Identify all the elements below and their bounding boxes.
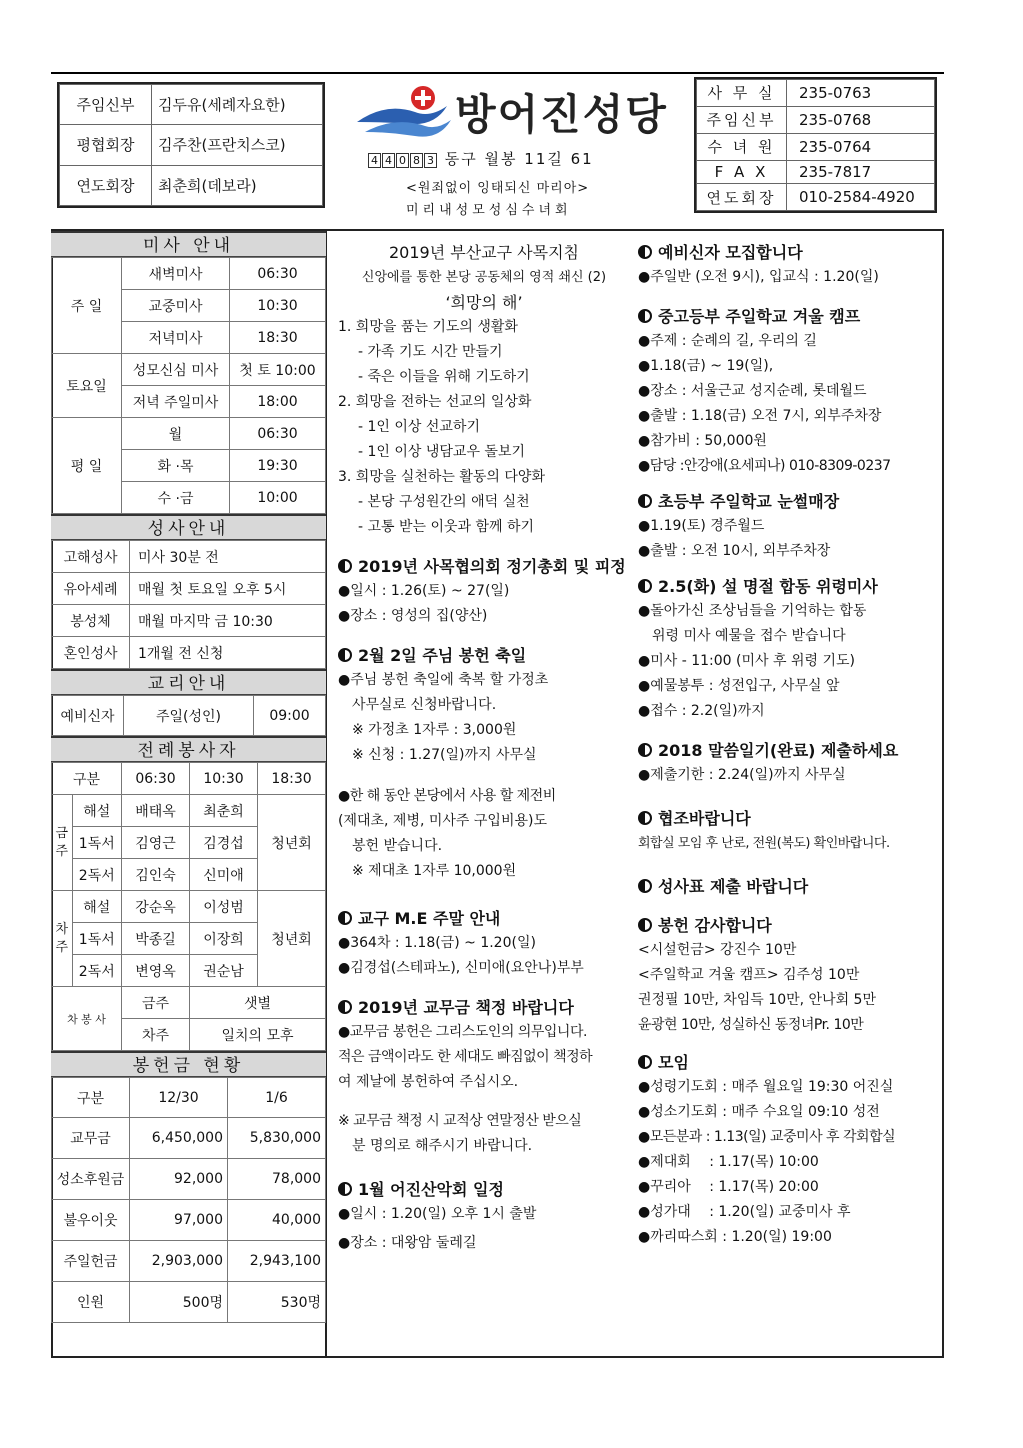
pastoral-subtitle: 신앙에를 통한 본당 공동체의 영적 쇄신 (2) — [361, 270, 607, 285]
mass-name: 저녁미사 — [122, 322, 230, 354]
coop-line: 회합실 모임 후 난로, 전원(복도) 확인바랍니다. — [638, 836, 890, 851]
staff-box — [57, 82, 325, 208]
zip-digit: 0 — [396, 153, 409, 168]
staff-label: 주임신부 — [60, 85, 152, 125]
pastoral-line: 3. 희망을 실천하는 활동의 다양화 — [338, 469, 545, 485]
meeting-heading — [638, 1050, 938, 1075]
liturgy-week: 차주 — [52, 891, 73, 987]
liturgy-person: 배태옥 — [122, 795, 190, 827]
half-circle-icon — [638, 879, 652, 893]
mass-day: 평 일 — [52, 418, 122, 514]
mass-name: 화 ·목 — [122, 450, 230, 482]
mass-time: 10:00 — [230, 482, 326, 514]
offering-amount: 2,943,100 — [228, 1241, 326, 1282]
staff-label: 평협회장 — [60, 125, 152, 165]
contact-value: 235-0768 — [787, 106, 935, 133]
liturgy-table — [51, 762, 326, 1051]
liturgy-person: 최춘희 — [190, 795, 258, 827]
report-title: 성사표 제출 바랍니다 — [658, 877, 809, 896]
thanks-line: <주일학교 겨울 캠프> 김주성 10만 — [638, 967, 860, 983]
car-week: 차주 — [122, 1019, 190, 1051]
staff-value: 김두유(세례자요한) — [152, 85, 323, 125]
bible-heading — [638, 738, 938, 763]
offering-title: 봉헌금 현황 — [51, 1051, 326, 1077]
doctrine-class: 주일(성인) — [124, 696, 254, 736]
contact-label: 주임신부 — [697, 106, 787, 133]
liturgy-person: 박종길 — [122, 923, 190, 955]
candle-line: ※ 가정초 1자루 : 3,000원 — [352, 722, 517, 738]
council-heading — [338, 554, 630, 579]
half-circle-icon — [638, 245, 652, 259]
car-week: 금주 — [122, 987, 190, 1019]
pastoral-line: - 본당 구성원간의 애덕 실천 — [358, 494, 530, 510]
offering-amount: 92,000 — [130, 1159, 228, 1200]
offering-item: 교무금 — [52, 1118, 130, 1159]
sled-title: 초등부 주일학교 눈썰매장 — [658, 492, 840, 511]
mass-time: 19:30 — [230, 450, 326, 482]
half-circle-icon — [338, 1182, 352, 1196]
car-group: 샛별 — [190, 987, 326, 1019]
liturgy-role: 1독서 — [72, 923, 121, 955]
liturgy-role: 해설 — [72, 795, 121, 827]
top-rule — [51, 72, 944, 74]
half-circle-icon — [638, 811, 652, 825]
liturgy-person: 김영근 — [122, 827, 190, 859]
council-line: ●장소 : 영성의 집(양산) — [338, 608, 488, 624]
camp-title: 중고등부 주일학교 겨울 캠프 — [658, 307, 861, 326]
contact-value: 235-0763 — [787, 80, 935, 107]
meeting-title: 모임 — [658, 1053, 689, 1072]
bible-line: ●제출기한 : 2.24(일)까지 사무실 — [638, 767, 846, 783]
sacrament-name: 고해성사 — [52, 541, 130, 573]
liturgy-title: 전례봉사자 — [51, 736, 326, 762]
sacrament-info: 미사 30분 전 — [130, 541, 326, 573]
mass-day: 토요일 — [52, 354, 122, 418]
sacrament-name: 유아세례 — [52, 573, 130, 605]
altar-line: (제대초, 제병, 미사주 구입비용)도 — [338, 813, 547, 829]
altar-line: ●한 해 동안 본당에서 사용 할 제전비 — [338, 788, 556, 804]
offering-head: 1/6 — [228, 1078, 326, 1118]
zip-digit: 8 — [410, 153, 423, 168]
dues-line: 적은 금액이라도 한 세대도 빠짐없이 책정하 — [338, 1049, 593, 1065]
liturgy-head: 06:30 — [122, 763, 190, 795]
hike-line: ●장소 : 대왕암 둘레길 — [338, 1235, 477, 1251]
half-circle-icon — [638, 743, 652, 757]
staff-label: 연도회장 — [60, 165, 152, 205]
half-circle-icon — [338, 1000, 352, 1014]
dues-heading — [338, 995, 630, 1020]
sacrament-table — [51, 540, 326, 669]
contact-label: 연도회장 — [697, 184, 787, 211]
address-text: 동구 월봉 11길 61 — [444, 150, 594, 168]
candle-line: 사무실로 신청바랍니다. — [352, 697, 497, 713]
thanks-title: 봉헌 감사합니다 — [658, 916, 772, 935]
offering-head: 구분 — [52, 1078, 130, 1118]
meeting-line: ●모든분과 : 1.13(일) 교중미사 후 각회합실 — [638, 1129, 896, 1145]
half-circle-icon — [638, 1055, 652, 1069]
mass-table — [51, 257, 326, 514]
contacts-box — [694, 77, 937, 213]
half-circle-icon — [638, 309, 652, 323]
half-circle-icon — [638, 494, 652, 508]
camp-line: ●출발 : 1.18(금) 오전 7시, 외부주차장 — [638, 408, 882, 424]
sled-line: ●1.19(토) 경주월드 — [638, 518, 765, 534]
contact-value: 235-7817 — [787, 160, 935, 183]
sacrament-info: 매월 마지막 금 10:30 — [130, 605, 326, 637]
memorial-line: ●예물봉투 : 성전입구, 사무실 앞 — [638, 678, 840, 694]
liturgy-role: 해설 — [72, 891, 121, 923]
thanks-line: <시설헌금> 강진수 10만 — [638, 942, 797, 958]
sacrament-info: 매월 첫 토요일 오후 5시 — [130, 573, 326, 605]
doctrine-time: 09:00 — [254, 696, 326, 736]
candle-heading — [338, 643, 630, 668]
camp-heading — [638, 304, 938, 329]
patron-subtitle: <원죄없이 잉태되신 마리아> — [406, 181, 590, 196]
offering-amount: 40,000 — [228, 1200, 326, 1241]
offering-item: 성소후원금 — [52, 1159, 130, 1200]
catechumen-title: 예비신자 모집합니다 — [658, 243, 803, 262]
thanks-line: 윤광현 10만, 성실하신 동정녀Pr. 10만 — [638, 1017, 864, 1033]
me-heading — [338, 906, 630, 931]
memorial-title: 2.5(화) 설 명절 합동 위령미사 — [658, 577, 878, 596]
liturgy-person: 김인숙 — [122, 859, 190, 891]
liturgy-week: 금주 — [52, 795, 73, 891]
sled-heading — [638, 489, 938, 514]
pastoral-line: 2. 희망을 전하는 선교의 일상화 — [338, 394, 532, 410]
sled-line: ●출발 : 오전 10시, 외부주차장 — [638, 543, 831, 559]
meeting-line: ●성령기도회 : 매주 월요일 19:30 어진실 — [638, 1079, 894, 1095]
half-circle-icon — [338, 559, 352, 573]
catechumen-heading — [638, 240, 938, 265]
hike-heading — [338, 1177, 630, 1202]
liturgy-person: 이장희 — [190, 923, 258, 955]
altar-line: ※ 제대초 1자루 10,000원 — [352, 863, 517, 879]
mass-name: 저녁 주일미사 — [122, 386, 230, 418]
bible-title: 2018 말씀일기(완료) 제출하세요 — [658, 741, 899, 760]
candle-line: ●주님 봉헌 축일에 축복 할 가정초 — [338, 672, 549, 688]
doctrine-label: 예비신자 — [52, 696, 124, 736]
offering-item: 주일헌금 — [52, 1241, 130, 1282]
contact-label: 수 녀 원 — [697, 133, 787, 160]
liturgy-person: 변영옥 — [122, 955, 190, 987]
right-column — [638, 240, 938, 1250]
catechumen-line: ●주일반 (오전 9시), 입교식 : 1.20(일) — [638, 269, 879, 285]
church-name: 방어진성당 — [455, 90, 668, 139]
meeting-line: ●성가대 : 1.20(일) 교중미사 후 — [638, 1204, 851, 1220]
dues-line: ●교무금 봉헌은 그리스도인의 의무입니다. — [338, 1024, 587, 1040]
doctrine-table — [51, 695, 326, 736]
mass-name: 월 — [122, 418, 230, 450]
contact-label: F A X — [697, 160, 787, 183]
zip-digit: 4 — [382, 153, 395, 168]
pastoral-line: - 1인 이상 냉담교우 돌보기 — [358, 444, 525, 460]
half-circle-icon — [638, 579, 652, 593]
pastoral-line: 1. 희망을 품는 기도의 생활화 — [338, 319, 518, 335]
coop-title: 협조바랍니다 — [658, 809, 751, 828]
contact-value: 010-2584-4920 — [787, 184, 935, 211]
thanks-line: 권정필 10만, 차임득 10만, 안나회 5만 — [638, 992, 876, 1008]
liturgy-head: 10:30 — [190, 763, 258, 795]
liturgy-evening: 청년회 — [258, 891, 326, 987]
half-circle-icon — [638, 918, 652, 932]
car-service-label: 차 봉 사 — [52, 987, 122, 1051]
offering-amount: 97,000 — [130, 1200, 228, 1241]
memorial-line: ●돌아가신 조상님들을 기억하는 합동 — [638, 603, 867, 619]
doctrine-title: 교리안내 — [51, 669, 326, 695]
left-column — [51, 231, 326, 1323]
sacrament-name: 혼인성사 — [52, 637, 130, 669]
pastoral-title: 2019년 부산교구 사목지침 — [389, 243, 579, 262]
hike-title: 1월 어진산악회 일정 — [358, 1180, 504, 1199]
mass-time: 18:30 — [230, 322, 326, 354]
camp-line: ●주제 : 순례의 길, 우리의 길 — [638, 333, 817, 349]
address — [368, 148, 594, 169]
liturgy-person: 신미애 — [190, 859, 258, 891]
offering-head: 12/30 — [130, 1078, 228, 1118]
altar-line: 봉헌 받습니다. — [352, 838, 443, 854]
memorial-heading — [638, 574, 938, 599]
half-circle-icon — [338, 911, 352, 925]
sacrament-info: 1개월 전 신청 — [130, 637, 326, 669]
pastoral-theme: ‘희망의 해’ — [445, 293, 523, 312]
contact-label: 사 무 실 — [697, 80, 787, 107]
council-title: 2019년 사목협의회 정기총회 및 피정 — [358, 557, 626, 576]
mass-name: 교중미사 — [122, 290, 230, 322]
liturgy-role: 2독서 — [72, 859, 121, 891]
meeting-line: ●제대회 : 1.17(목) 10:00 — [638, 1154, 819, 1170]
mass-time: 06:30 — [230, 258, 326, 290]
memorial-line: ●미사 - 11:00 (미사 후 위령 기도) — [638, 653, 855, 669]
report-heading — [638, 874, 938, 899]
meeting-line: ●성소기도회 : 매주 수요일 09:10 성전 — [638, 1104, 880, 1120]
camp-line: ●1.18(금) ~ 19(일), — [638, 358, 774, 374]
meeting-line: ●꾸리아 : 1.17(목) 20:00 — [638, 1179, 819, 1195]
mass-name: 새벽미사 — [122, 258, 230, 290]
liturgy-evening: 청년회 — [258, 795, 326, 891]
camp-line: ●참가비 : 50,000원 — [638, 433, 767, 449]
candle-line: ※ 신청 : 1.27(일)까지 사무실 — [352, 747, 537, 763]
dues-line: 여 제날에 봉헌하여 주십시오. — [338, 1074, 519, 1090]
congregation-subtitle: 미리내성모성심수녀회 — [406, 203, 572, 218]
liturgy-head: 구분 — [52, 763, 122, 795]
zip-digit: 3 — [424, 153, 437, 168]
pastoral-line: - 죽은 이들을 위해 기도하기 — [358, 369, 530, 385]
pastoral-line: - 가족 기도 시간 만들기 — [358, 344, 503, 360]
liturgy-role: 2독서 — [72, 955, 121, 987]
mass-time: 첫 토 10:00 — [230, 354, 326, 386]
mass-time: 18:00 — [230, 386, 326, 418]
offering-table — [51, 1077, 326, 1323]
mass-name: 성모신심 미사 — [122, 354, 230, 386]
thanks-heading — [638, 913, 938, 938]
sacrament-name: 봉성체 — [52, 605, 130, 637]
dues-title: 2019년 교무금 책정 바랍니다 — [358, 998, 574, 1017]
dues-note: ※ 교무금 책정 시 교적상 연말정산 받으실 — [338, 1113, 582, 1129]
mass-name: 수 ·금 — [122, 482, 230, 514]
me-line: ●364차 : 1.18(금) ~ 1.20(일) — [338, 935, 536, 951]
council-line: ●일시 : 1.26(토) ~ 27(일) — [338, 583, 510, 599]
offering-amount: 78,000 — [228, 1159, 326, 1200]
offering-amount: 6,450,000 — [130, 1118, 228, 1159]
offering-item: 인원 — [52, 1282, 130, 1323]
half-circle-icon — [338, 648, 352, 662]
offering-amount: 5,830,000 — [228, 1118, 326, 1159]
coop-heading — [638, 806, 938, 831]
car-group: 일치의 모후 — [190, 1019, 326, 1051]
liturgy-person: 김경섭 — [190, 827, 258, 859]
memorial-line: ●접수 : 2.2(일)까지 — [638, 703, 765, 719]
mass-time: 10:30 — [230, 290, 326, 322]
memorial-line: 위령 미사 예물을 접수 받습니다 — [652, 628, 846, 644]
liturgy-person: 이성범 — [190, 891, 258, 923]
offering-amount: 2,903,000 — [130, 1241, 228, 1282]
zip-code — [368, 150, 438, 168]
candle-title: 2월 2일 주님 봉헌 축일 — [358, 646, 527, 665]
liturgy-role: 1독서 — [72, 827, 121, 859]
pastoral-line: - 1인 이상 선교하기 — [358, 419, 480, 435]
meeting-line: ●까리따스회 : 1.20(일) 19:00 — [638, 1229, 832, 1245]
hike-line: ●일시 : 1.20(일) 오후 1시 출발 — [338, 1206, 537, 1222]
zip-digit: 4 — [368, 153, 381, 168]
sacrament-title: 성사안내 — [51, 514, 326, 540]
mass-time: 06:30 — [230, 418, 326, 450]
mass-title: 미사 안내 — [51, 231, 326, 257]
dues-note: 분 명의로 해주시기 바랍니다. — [352, 1138, 533, 1154]
mass-day: 주 일 — [52, 258, 122, 354]
camp-line: ●담당 :안강애(요세피나) 010-8309-0237 — [638, 458, 891, 474]
me-line: ●김경섭(스테파노), 신미애(요안나)부부 — [338, 960, 584, 976]
pastoral-line: - 고통 받는 이웃과 함께 하기 — [358, 519, 535, 535]
camp-line: ●장소 : 서울근교 성지순례, 롯데월드 — [638, 383, 867, 399]
offering-amount: 500명 — [130, 1282, 228, 1323]
liturgy-person: 권순남 — [190, 955, 258, 987]
middle-column — [338, 240, 630, 1256]
liturgy-head: 18:30 — [258, 763, 326, 795]
staff-value: 최춘희(데보라) — [152, 165, 323, 205]
staff-value: 김주찬(프란치스코) — [152, 125, 323, 165]
me-title: 교구 M.E 주말 안내 — [358, 909, 501, 928]
offering-amount: 530명 — [228, 1282, 326, 1323]
contact-value: 235-0764 — [787, 133, 935, 160]
liturgy-person: 강순옥 — [122, 891, 190, 923]
offering-item: 불우이웃 — [52, 1200, 130, 1241]
